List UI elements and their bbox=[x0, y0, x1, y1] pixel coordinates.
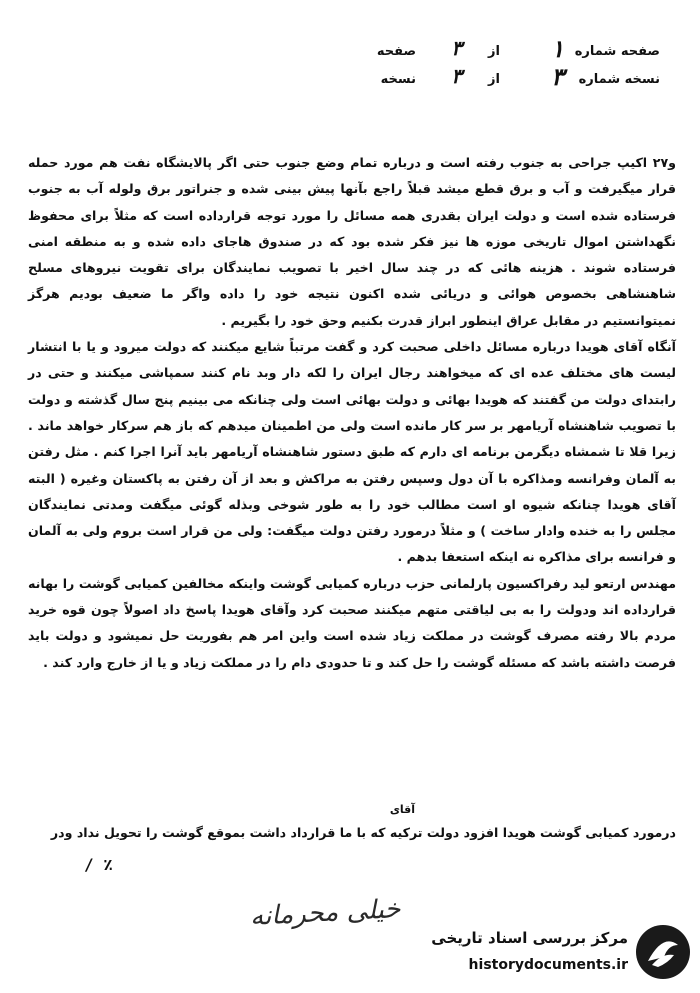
document-header bbox=[300, 34, 660, 94]
copy-number-row bbox=[300, 62, 660, 94]
last-line: درمورد کمیابی گوشت هویدا افزود دولت ترکیه که با ما قرارداد داشت بموقع گوشت را تحویل نداد ودر bbox=[50, 825, 676, 840]
page-number-row bbox=[300, 34, 660, 66]
inserted-word: آقای bbox=[389, 803, 415, 816]
watermark-name: مرکز بررسی اسناد تاریخی bbox=[431, 929, 628, 947]
copy-number: ۳ bbox=[551, 62, 564, 91]
copy-suffix: نسخه bbox=[380, 72, 416, 87]
page-number: ۱ bbox=[551, 34, 564, 63]
archive-logo-icon bbox=[634, 923, 692, 981]
copy-of-label: از bbox=[488, 72, 500, 87]
copy-label: نسخه شماره bbox=[578, 72, 660, 87]
copy-total: ۳ bbox=[451, 64, 462, 88]
letter-body bbox=[28, 150, 676, 676]
end-mark: / ٪ bbox=[84, 855, 113, 874]
watermark bbox=[382, 923, 692, 985]
paragraph-1: و۲۷ اکیپ جراحی به جنوب رفته است و درباره تمام وضع جنوب حتی اگر پالایشگاه نفت هم مورد حمله قرار میگیرفت و آب و برق قطع میشد قبلاً راجع بآنها پیش بینی شده و جنراتور برق ولوله آب به جنوب فرستاده شده است و دولت ایران بقدری همه مسائل را مورد توجه قرارداده است که مثلاً برای محفوظ نگهداشتن اموال تاریخی موزه ها نیز فکر شده بود که در صندوق هاجای داده شده و به منطقه امنی فرستاده شوند . هزینه هائی که در چند سال اخیر با تصویب نمایندگان برای تقویت نیروهای مسلح شاهنشاهی بخصوص هوائی و دریائی شده اکنون نتیجه خود را داده واگر ما ضعیف بودیم هرگز نمیتوانستیم در مقابل عراق اینطور ابراز قدرت بکنیم وحق خود را بگیریم . bbox=[28, 155, 676, 328]
paragraph-2: آنگاه آقای هویدا درباره مسائل داخلی صحبت کرد و گفت مرتباً شایع میکنند که دولت میرود و یا با انتشار لیست های مختلف عده ای که میخواهند رجال ایران را لکه دار وبد نام کنند سمپاشی میکنند و حتی در رابتدای دولت من گفتند که هویدا بهائی و دولت بهائی است ولی چنانکه می بینیم پنج سال گذشته و دولت با تصویب شاهنشاه آریامهر بر سر کار مانده است ولی من اطمینان میدهم که باز هم سرکار خواهد ماند . زیرا قلا تا شمشاه دیگرمن برنامه ای دارم که طبق دستور شاهنشاه آریامهر باید آنرا اجرا کنم . مثل رفتن به آلمان وفرانسه ومذاکره با آن دول وسپس رفتن به مراکش و بعد از آن رفتن به پاکستان وغیره ( البته آقای هویدا چنانکه شیوه او است مطالب خود را به طور شوخی وبذله گوئی میگفت ومدتی نمایندگان مجلس را به خنده وادار ساخت ) و مثلاً درمورد رفتن دولت میگفت: ولی من قرار است بروم ولی به آلمان و فرانسه برای مذاکره نه اینکه استعفا بدهم . bbox=[28, 339, 676, 565]
page-total: ۳ bbox=[451, 36, 462, 60]
paragraph-3: مهندس ارتعو لید رفراکسیون پارلمانی حزب درباره کمیابی گوشت واینکه مخالفین کمیابی گوشت را بهانه قرارداده اند ودولت را به بی لیاقتی متهم میکنند صحبت کرد وآقای هویدا پاسخ داد اصولاً چون قوه خرید مردم بالا رفته مصرف گوشت در مملکت زیاد شده است واین امر هم بفوریت حل نمیشود و دولت باید فرصت داشته باشد که مسئله گوشت را حل کند و تا حدودی دام را در مملکت زیاد و یا از خارج وارد کند . bbox=[28, 575, 676, 670]
classification-stamp: خیلی محرمانه bbox=[249, 894, 402, 932]
watermark-url: historydocuments.ir bbox=[468, 957, 628, 973]
pages-label: صفحه bbox=[376, 44, 416, 59]
page-of-label: از bbox=[488, 44, 500, 59]
page-label: صفحه شماره bbox=[574, 44, 660, 59]
